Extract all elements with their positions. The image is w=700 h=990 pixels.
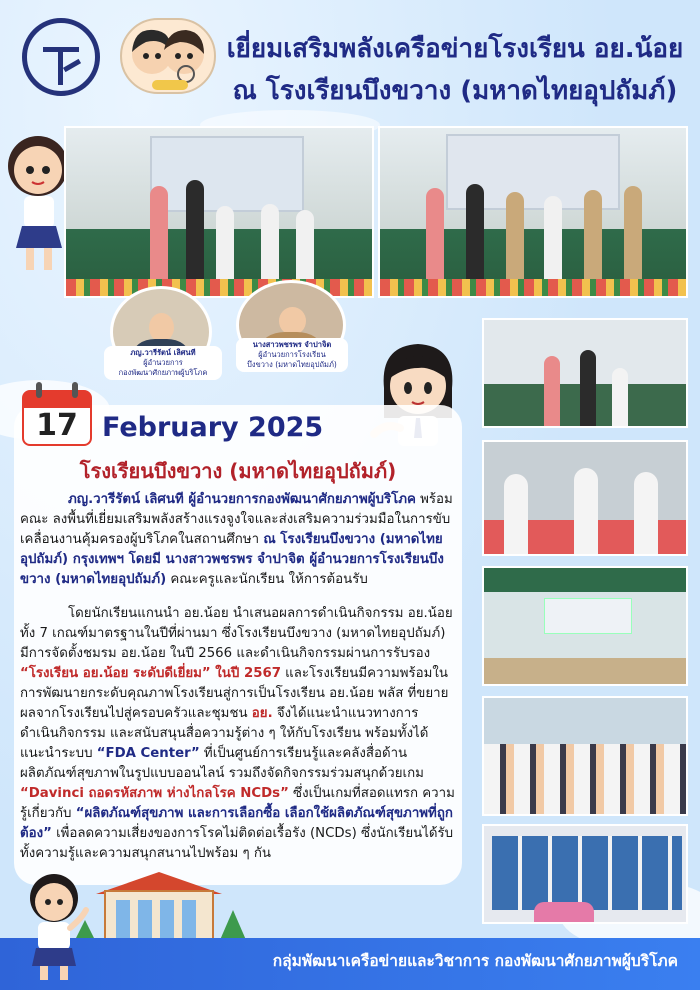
p2-ay: อย. bbox=[251, 706, 273, 721]
date-month-year: February 2025 bbox=[102, 412, 324, 443]
photo-group-2 bbox=[378, 126, 688, 298]
side-photo-5 bbox=[482, 824, 688, 924]
p2-text-4: ที่เป็นศูนย์การเรียนรู้และคลังสื่อด้านผลิตภัณฑ์สุขภาพในรูปแบบออนไลน์ รวมถึงจัดกิจกรรมร่วมสนุกด้วยเกม bbox=[20, 746, 424, 781]
side-photo-1 bbox=[482, 318, 688, 428]
page-title bbox=[220, 28, 690, 112]
p2-cert: “โรงเรียน อย.น้อย ระดับดีเยี่ยม” ในปี 2567 bbox=[20, 666, 281, 681]
p2-text-1: โดยนักเรียนแกนนำ อย.น้อย นำเสนอผลการดำเนินกิจกรรม อย.น้อย ทั้ง 7 เกณฑ์มาตรฐานในปีที่ผ่านมา ซึ่งโรงเรียนบึงขวาง (มหาดไทยอุปถัมภ์) มีการจัดตั้งชมรม อย.น้อย ในปี 2566 และดำเนินกิจกรรมผ่านการรับรอง bbox=[20, 606, 453, 661]
paragraph-2 bbox=[20, 604, 456, 864]
portrait-label-1: ภญ.วารีรัตน์ เลิศนที ผู้อำนวยการ กองพัฒนาศักยภาพผู้บริโภค bbox=[104, 346, 222, 380]
side-photo-2 bbox=[482, 440, 688, 556]
p2-game: “Davinci ถอดรหัสภาพ ห่างไกลโรค NCDs” bbox=[20, 786, 289, 801]
portrait-label-2: นางสาวพชรพร จำปาจิต ผู้อำนวยการโรงเรียน บึงขวาง (มหาดไทยอุปถัมภ์) bbox=[236, 338, 348, 372]
photo-group-1 bbox=[64, 126, 374, 298]
p2-text-6: เพื่อลดความเสี่ยงของการโรคไม่ติดต่อเรื้อรัง (NCDs) ซึ่งนักเรียนได้รับทั้งความรู้และความสนุกสนานไปพร้อม ๆ กัน bbox=[20, 826, 454, 861]
side-photo-3 bbox=[482, 566, 688, 686]
date-day: 17 bbox=[22, 408, 92, 446]
girl-mascot bbox=[2, 128, 72, 278]
title-line-1: เยี่ยมเสริมพลังเครือข่ายโรงเรียน อย.น้อย bbox=[226, 34, 684, 64]
p2-text-5: ซึ่งเป็นเกมที่สอดแทรก ความรู้เกี่ยวกับ bbox=[20, 786, 455, 821]
mascot-logo bbox=[120, 18, 216, 94]
calendar-icon bbox=[22, 382, 92, 446]
p2-text-2: และโรงเรียนมีความพร้อมในการพัฒนายกระดับคุณภาพโรงเรียนสู่การเป็นโรงเรียน อย.น้อย พลัส ที่ขยายผลจากโรงเรียนไปสู่ครอบครัวและชุมชน bbox=[20, 666, 449, 721]
footer-text: กลุ่มพัฒนาเครือข่ายและวิชาการ กองพัฒนาศักยภาพผู้บริโภค bbox=[272, 952, 678, 970]
school-title: โรงเรียนบึงขวาง (มหาดไทยอุปถัมภ์) bbox=[79, 459, 397, 483]
p1-school: ณ โรงเรียนบึงขวาง (มหาดไทยอุปถัมภ์) กรุงเทพฯ โดยมี นางสาวพชรพร จำปาจิต ผู้อำนวยการโรงเรียนบึงขวาง (มหาดไทยอุปถัมภ์) bbox=[20, 532, 444, 587]
p2-product: “ผลิตภัณฑ์สุขภาพ และการเลือกซื้อ เลือกใช้ผลิตภัณฑ์สุขภาพที่ถูกต้อง” bbox=[20, 806, 453, 841]
p1-text-end: คณะครูและนักเรียน ให้การต้อนรับ bbox=[166, 572, 368, 587]
p2-fda: “FDA Center” bbox=[96, 746, 200, 761]
p1-lead: ภญ.วารีรัตน์ เลิศนที ผู้อำนวยการกองพัฒนาศักยภาพผู้บริโภค bbox=[68, 492, 416, 507]
boy-mascot bbox=[20, 870, 90, 982]
side-photo-4 bbox=[482, 696, 688, 816]
title-line-2: ณ โรงเรียนบึงขวาง (มหาดไทยอุปถัมภ์) bbox=[232, 76, 678, 106]
paragraph-1 bbox=[20, 490, 456, 590]
org-logo bbox=[22, 18, 100, 96]
p1-text: พร้อมคณะ ลงพื้นที่เยี่ยมเสริมพลังสร้างแรงจูงใจและส่งเสริมความร่วมมือในการขับเคลื่อนงานคุ้มครองผู้บริโภคในสถานศึกษา bbox=[20, 492, 453, 547]
p2-text-3: จึงได้แนะนำแนวทางการดำเนินกิจกรรม และสนับสนุนสื่อความรู้ต่าง ๆ ให้กับโรงเรียน พร้อมทั้งได้แนะนำระบบ bbox=[20, 706, 429, 761]
